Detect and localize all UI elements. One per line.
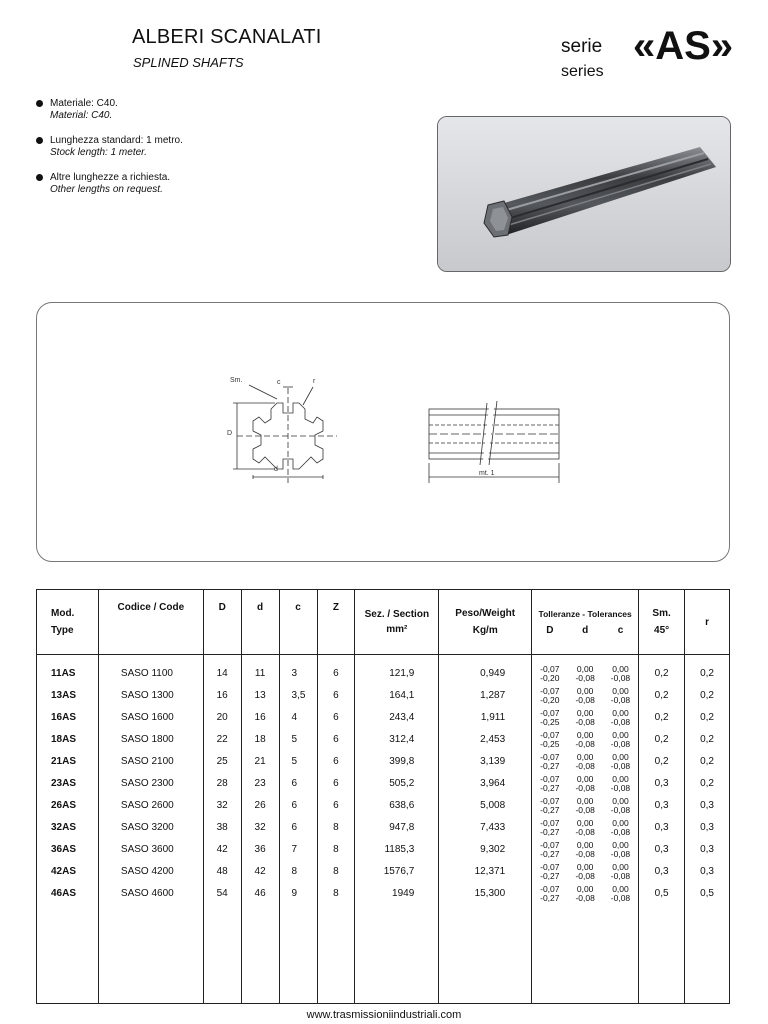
row-d: 13 <box>254 690 266 701</box>
feature-list <box>36 98 396 209</box>
row-sm: 0,2 <box>654 690 669 701</box>
bullet-icon <box>36 174 43 181</box>
row-sm: 0,3 <box>654 844 669 855</box>
row-code: SASO 2600 <box>120 800 174 811</box>
row-d: 16 <box>254 712 266 723</box>
row-code: SASO 2300 <box>120 778 174 789</box>
row-tolerances: -0,07 0,00 0,00 -0,27 -0,08 -0,08 <box>540 840 631 859</box>
row-weight: 1,911 <box>480 712 506 723</box>
feature-item <box>36 135 396 159</box>
row-c: 8 <box>291 866 298 877</box>
row-D: 22 <box>216 734 228 745</box>
row-Z: 6 <box>333 668 339 679</box>
row-c: 3,5 <box>291 690 306 701</box>
row-D: 54 <box>216 888 228 899</box>
feature-text-it: Altre lunghezze a richiesta. <box>50 172 171 183</box>
feature-item <box>36 172 396 196</box>
row-c: 9 <box>291 888 298 899</box>
spec-table <box>36 589 730 1004</box>
row-Z: 6 <box>333 690 339 701</box>
row-weight: 3,964 <box>480 778 506 789</box>
row-type: 26AS <box>51 800 77 811</box>
label-sm: Sm. <box>230 377 243 384</box>
row-D: 28 <box>216 778 228 789</box>
row-tolerances: -0,07 0,00 0,00 -0,27 -0,08 -0,08 <box>540 752 631 771</box>
row-d: 11 <box>254 668 266 679</box>
feature-text-it: Lunghezza standard: 1 metro. <box>50 135 183 146</box>
row-Z: 8 <box>333 866 339 877</box>
row-code: SASO 2100 <box>120 756 174 767</box>
row-weight: 2,453 <box>480 734 506 745</box>
row-D: 38 <box>216 822 228 833</box>
label-c: c <box>277 379 281 386</box>
row-code: SASO 4600 <box>120 888 174 899</box>
row-section: 121,9 <box>389 668 415 679</box>
row-section: 947,8 <box>389 822 415 833</box>
row-D: 25 <box>216 756 228 767</box>
row-Z: 8 <box>333 888 339 899</box>
row-sm: 0,2 <box>654 668 669 679</box>
header-tolerances: Tolleranze - Tolerances D d c <box>532 590 639 655</box>
row-tolerances: -0,07 0,00 0,00 -0,25 -0,08 -0,08 <box>540 708 631 727</box>
row-d: 36 <box>254 844 266 855</box>
series-label: series <box>561 63 604 80</box>
row-type: 36AS <box>51 844 77 855</box>
row-section: 1576,7 <box>383 866 415 877</box>
row-r: 0,3 <box>700 866 714 877</box>
header-Z: Z <box>317 590 355 655</box>
row-type: 42AS <box>51 866 77 877</box>
row-type: 11AS <box>51 668 76 679</box>
header-section: Sez. / Section mm² <box>355 590 439 655</box>
row-section: 399,8 <box>389 756 415 767</box>
row-c: 4 <box>291 712 298 723</box>
row-c: 6 <box>291 778 298 789</box>
row-c: 7 <box>291 844 298 855</box>
row-weight: 5,008 <box>480 800 506 811</box>
row-r: 0,2 <box>700 668 714 679</box>
feature-text-en: Stock length: 1 meter. <box>50 147 147 158</box>
row-D: 16 <box>216 690 228 701</box>
row-code: SASO 1800 <box>120 734 174 745</box>
row-c: 3 <box>291 668 298 679</box>
row-r: 0,3 <box>700 844 714 855</box>
row-sm: 0,3 <box>654 822 669 833</box>
row-Z: 6 <box>333 778 339 789</box>
row-sm: 0,2 <box>654 734 669 745</box>
row-r: 0,3 <box>700 822 714 833</box>
row-r: 0,2 <box>700 690 714 701</box>
row-r: 0,5 <box>700 888 714 899</box>
serie-label: serie <box>561 36 603 57</box>
row-type: 21AS <box>51 756 77 767</box>
row-code: SASO 4200 <box>120 866 174 877</box>
row-d: 42 <box>254 866 266 877</box>
row-code: SASO 3600 <box>120 844 174 855</box>
row-sm: 0,5 <box>654 888 669 899</box>
row-d: 18 <box>254 734 266 745</box>
row-section: 243,4 <box>389 712 415 723</box>
row-D: 48 <box>216 866 228 877</box>
series-code: «AS» <box>633 24 734 68</box>
row-sm: 0,3 <box>654 778 669 789</box>
row-weight: 9,302 <box>480 844 506 855</box>
table-body <box>37 655 730 1004</box>
row-tolerances: -0,07 0,00 0,00 -0,27 -0,08 -0,08 <box>540 884 631 903</box>
row-r: 0,2 <box>700 712 714 723</box>
row-Z: 6 <box>333 734 339 745</box>
table-header-row <box>37 590 730 655</box>
row-section: 1949 <box>392 888 415 899</box>
row-d: 32 <box>254 822 266 833</box>
row-tolerances: -0,07 0,00 0,00 -0,27 -0,08 -0,08 <box>540 818 631 837</box>
row-r: 0,2 <box>700 778 714 789</box>
row-code: SASO 3200 <box>120 822 174 833</box>
row-Z: 6 <box>333 712 339 723</box>
header-code: Codice / Code <box>98 590 203 655</box>
row-weight: 3,139 <box>480 756 506 767</box>
page-title: ALBERI SCANALATI <box>132 26 322 48</box>
row-D: 32 <box>216 800 228 811</box>
row-r: 0,2 <box>700 756 714 767</box>
row-type: 32AS <box>51 822 77 833</box>
row-r: 0,3 <box>700 800 714 811</box>
row-D: 20 <box>216 712 228 723</box>
row-d: 23 <box>254 778 266 789</box>
row-type: 23AS <box>51 778 77 789</box>
row-sm: 0,3 <box>654 800 669 811</box>
row-c: 6 <box>291 800 298 811</box>
row-tolerances: -0,07 0,00 0,00 -0,27 -0,08 -0,08 <box>540 862 631 881</box>
splined-shaft-image <box>438 117 730 271</box>
label-r: r <box>313 378 316 385</box>
header-d: d <box>241 590 279 655</box>
row-tolerances: -0,07 0,00 0,00 -0,27 -0,08 -0,08 <box>540 774 631 793</box>
row-tolerances: -0,07 0,00 0,00 -0,27 -0,08 -0,08 <box>540 796 631 815</box>
feature-text-en: Material: C40. <box>50 110 113 121</box>
row-c: 5 <box>291 734 298 745</box>
row-type: 16AS <box>51 712 77 723</box>
feature-text-it: Materiale: C40. <box>50 98 118 109</box>
header-D: D <box>203 590 241 655</box>
feature-item <box>36 98 396 122</box>
row-weight: 7,433 <box>480 822 506 833</box>
technical-drawing <box>36 302 730 562</box>
row-D: 42 <box>216 844 228 855</box>
header-r: r <box>685 590 730 655</box>
label-length: mt. 1 <box>479 470 495 477</box>
row-type: 18AS <box>51 734 77 745</box>
row-c: 5 <box>291 756 298 767</box>
row-tolerances: -0,07 0,00 0,00 -0,25 -0,08 -0,08 <box>540 730 631 749</box>
product-photo <box>437 116 731 272</box>
row-section: 638,6 <box>389 800 415 811</box>
row-r: 0,2 <box>700 734 714 745</box>
header-sm: Sm. 45° <box>639 590 685 655</box>
row-d: 46 <box>254 888 266 899</box>
row-section: 1185,3 <box>384 844 415 855</box>
bullet-icon <box>36 100 43 107</box>
header-weight: Peso/Weight Kg/m <box>439 590 532 655</box>
label-D: D <box>227 430 233 437</box>
row-weight: 0,949 <box>480 668 506 679</box>
page-subtitle: SPLINED SHAFTS <box>133 55 244 70</box>
label-d: d <box>274 466 278 473</box>
bullet-icon <box>36 137 43 144</box>
row-type: 13AS <box>51 690 77 701</box>
row-sm: 0,2 <box>654 756 669 767</box>
row-sm: 0,2 <box>654 712 669 723</box>
row-Z: 6 <box>333 756 339 767</box>
row-Z: 6 <box>333 800 339 811</box>
row-sm: 0,3 <box>654 866 669 877</box>
row-tolerances: -0,07 0,00 0,00 -0,20 -0,08 -0,08 <box>540 686 631 705</box>
footer-url[interactable]: www.trasmissioniindustriali.com <box>306 1009 462 1021</box>
row-code: SASO 1100 <box>120 668 173 679</box>
row-c: 6 <box>291 822 298 833</box>
row-Z: 8 <box>333 844 339 855</box>
header-mod: Mod. Type <box>37 590 99 655</box>
row-type: 46AS <box>51 888 77 899</box>
row-weight: 12,371 <box>474 866 506 877</box>
row-tolerances: -0,07 0,00 0,00 -0,20 -0,08 -0,08 <box>540 664 631 683</box>
row-code: SASO 1300 <box>120 690 174 701</box>
row-weight: 15,300 <box>474 888 506 899</box>
row-section: 164,1 <box>389 690 415 701</box>
header-c: c <box>279 590 317 655</box>
shaft-drawing <box>37 303 729 561</box>
row-section: 312,4 <box>389 734 415 745</box>
row-Z: 8 <box>333 822 339 833</box>
row-d: 21 <box>254 756 266 767</box>
feature-text-en: Other lengths on request. <box>50 184 163 195</box>
row-code: SASO 1600 <box>120 712 174 723</box>
row-weight: 1,287 <box>480 690 506 701</box>
row-d: 26 <box>254 800 266 811</box>
row-D: 14 <box>216 668 228 679</box>
row-section: 505,2 <box>389 778 415 789</box>
